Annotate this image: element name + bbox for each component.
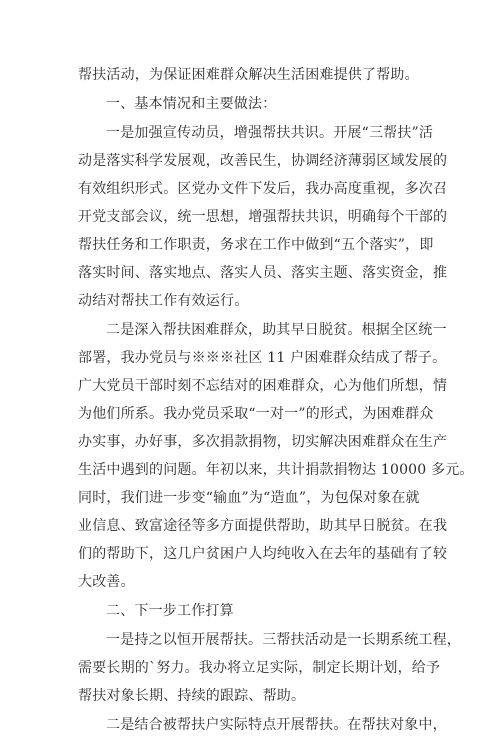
text-line-1: 帮扶活动，为保证困难群众解决生活困难提供了帮助。 [78,67,419,83]
paragraph-2-line-7: 同时，我们进一步变“输血”为“造血”，为包保对象在就 [78,490,420,506]
paragraph-2-line-9: 们的帮助下，这几户贫困户人均纯收入在去年的基础有了较 [78,546,448,562]
paragraph-1-line-1: 一是加强宣传动员，增强帮扶共识。开展“三帮扶”活 [106,125,434,141]
paragraph-3-line-2: 需要长期的`努力。我办将立足实际，制定长期计划，给予 [78,660,441,676]
paragraph-2-line-3: 广大党员干部时刻不忘结对的困难群众，心为他们所想，情 [78,378,448,394]
paragraph-1-line-6: 落实时间、落实地点、落实人员、落实主题、落实资金，推 [78,265,448,281]
paragraph-1-line-3: 有效组织形式。区党办文件下发后，我办高度重视，多次召 [78,181,448,197]
paragraph-3-line-3: 帮扶对象长期、持续的跟踪、帮助。 [78,688,306,704]
section-heading-basic-situation: 一、基本情况和主要做法： [106,96,277,112]
paragraph-2-line-10: 大改善。 [78,574,135,590]
paragraph-1-line-4: 开党支部会议，统一思想，增强帮扶共识，明确每个干部的 [78,209,448,225]
document-body [78,61,474,739]
paragraph-2-line-5: 办实事，办好事，多次捐款捐物，切实解决困难群众在生产 [78,434,448,450]
paragraph-2-line-1: 二是深入帮扶困难群众，助其早日脱贫。根据全区统一 [106,322,447,338]
paragraph-2-line-2: 部署，我办党员与※※※社区 11 户困难群众结成了帮子。 [78,350,447,366]
paragraph-3-line-1: 一是持之以恒开展帮扶。三帮扶活动是一长期系统工程， [106,632,461,648]
paragraph-2-line-4: 为他们所系。我办党员采取“一对一”的形式，为困难群众 [78,406,434,422]
paragraph-1-line-7: 动结对帮扶工作有效运行。 [78,293,249,309]
paragraph-2-line-8: 业信息、致富途径等多方面提供帮助，助其早日脱贫。在我 [78,518,448,534]
paragraph-2-line-6: 生活中遇到的问题。年初以来，共计捐款捐物达 10000 多元。 [78,462,474,478]
paragraph-4-line-1: 二是结合被帮扶户实际特点开展帮扶。在帮扶对象中， [106,717,447,733]
paragraph-1-line-2: 动是落实科学发展观，改善民生，协调经济薄弱区域发展的 [78,153,448,169]
section-heading-next-steps: 二、下一步工作打算 [106,603,234,619]
paragraph-1-line-5: 帮扶任务和工作职责，务求在工作中做到“五个落实”，即 [78,237,434,253]
